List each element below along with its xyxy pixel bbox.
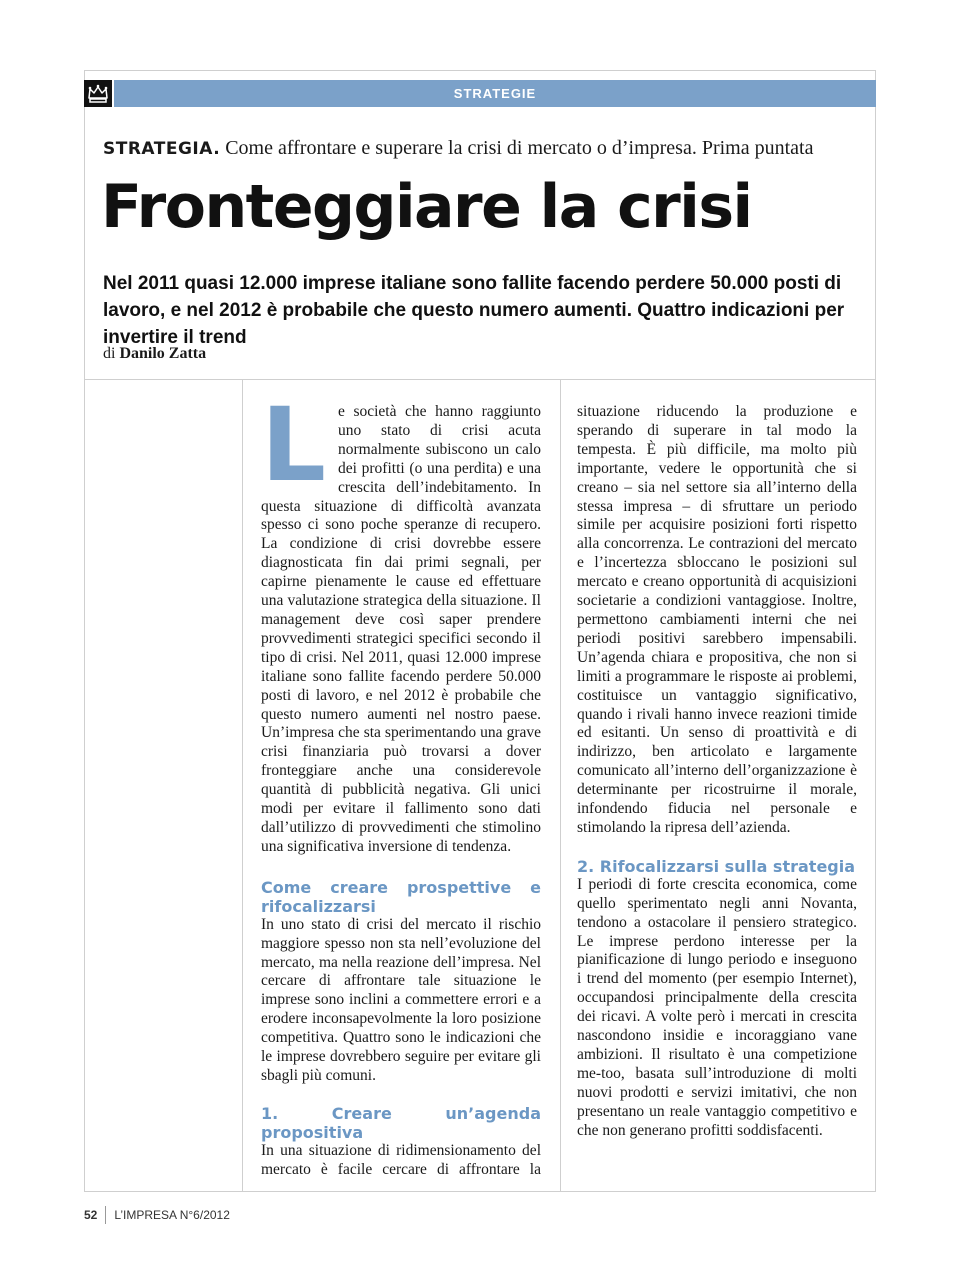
- header-divider: [84, 379, 876, 380]
- subheading: Come creare prospettive e rifocalizzarsi: [261, 877, 541, 916]
- subheading: 1. Creare un’agenda propositiva: [261, 1103, 541, 1142]
- paragraph-text: e società che hanno raggiunto uno stato di crisi acuta normalmente subiscono un calo dei profitti (o una perdita) e una crescita dell’indebitamento. In questa situazione di difficoltà avanzata spesso ci sono poche speranze di recupero. La condizione di crisi dovrebbe essere diagnosticata fin dai primi segnali, per capirne pienamente le cause ed effettuare una valutazione strategica della situazione. Il management deve così saper prendere provvedimenti strategici specifici secondo il tipo di crisi. Nel 2011, quasi 12.000 imprese italiane sono fallite facendo perdere 50.000 posti di lavoro, e nel 2012 è probabile che questo numero aumenti nel nostro paese. Un’impresa che sta sperimentando una grave crisi finanziaria può trovarsi a dover fronteggiare anche una considerevole quantità di pubblicità negativa. Gli unici modi per evitare il fallimento sono dati dall’utilizzo di provvedimenti che stimolino una significativa inversione di tendenza.: [261, 403, 541, 855]
- publication-issue: L’IMPRESA N°6/2012: [114, 1208, 230, 1222]
- column-rule-left: [242, 379, 243, 1192]
- article-column-1: [261, 386, 541, 1180]
- byline: [103, 345, 206, 363]
- footer-divider: [105, 1206, 106, 1224]
- article-paragraph: [261, 386, 541, 857]
- article-paragraph: In una situazione di ridimensionamento del mercato è facile cercare di affrontare la: [261, 1141, 541, 1178]
- byline-author: Danilo Zatta: [119, 345, 207, 362]
- page-number: 52: [84, 1208, 98, 1222]
- kicker: [103, 137, 863, 160]
- kicker-text: Come affrontare e superare la crisi di mercato o d’impresa. Prima puntata: [225, 137, 814, 159]
- kicker-label: STRATEGIA.: [103, 139, 221, 159]
- page-footer: [84, 1205, 230, 1225]
- article-column-2: [577, 403, 857, 1141]
- article-paragraph-continued: situazione riducendo la produzione e sperando di superare in tal modo la tempesta. È più difficile, ma molto più importante, vedere le opportunità che si creano – sia nel settore sia all’interno della stessa impresa – di sfruttare un periodo simile per acquisire posizioni forti rispetto alla concorrenza. Le contrazioni del mercato e l’incertezza sbloccano le posizioni sul mercato e creano opportunità di acquisizioni societarie a condizioni vantaggiose. Inoltre, permettono cambiamenti interni che nei periodi positivi sarebbero impensabili. Un’agenda chiara e propositiva, che non si limiti a programmare le risposte ai problemi, costituisce un vantaggio significativo, quando i rivali hanno invece reazioni timide ed esitanti. Un senso di proattività e di indirizzo, ben articolato e largamente comunicato all’interno dell’organizzazione è determinante per ricostruirne il morale, infondendo fiducia nel personale e stimolando la ripresa dell’azienda.: [577, 403, 857, 836]
- section-header: [84, 80, 876, 107]
- article-paragraph: I periodi di forte crescita economica, come quello sperimentato negli anni Novanta, tendono a ostacolare il pensiero strategico. Le imprese perdono interesse per la pianificazione di lungo periodo e inseguono i trend del momento (per esempio Internet), occupandosi principalmente della crescita dei ricavi. A volte però i mercati in crescita nascondono insidie e incoraggiano vane ambizioni. Il risultato è una competizione me-too, basata sull’introduzione di molti nuovi prodotti e servizi imitativi, che non presentano un reale vantaggio competitivo e che non generano profitti soddisfacenti.: [577, 875, 857, 1139]
- drop-cap: L: [261, 386, 326, 505]
- section-bar: [114, 80, 876, 107]
- section-label: STRATEGIE: [453, 86, 537, 101]
- section-logo: [84, 80, 112, 107]
- byline-prefix: di: [103, 345, 116, 362]
- column-rule-middle: [560, 379, 561, 1192]
- article-paragraph: In uno stato di crisi del mercato il rischio maggiore spesso non sta nell’evoluzione del mercato, ma nella reazione dell’impresa. Nel cercare di affrontare tale situazione le imprese sono inclini a commettere errori e a erodere inconsapevolmente la loro posizione competitiva. Quattro sono le indicazioni che le imprese dovrebbero seguire per evitare gli sbagli più comuni.: [261, 915, 541, 1084]
- crown-icon: [87, 84, 109, 104]
- page-title: Fronteggiare la crisi: [101, 172, 752, 242]
- subheading: 2. Rifocalizzarsi sulla strategia: [577, 856, 856, 876]
- lead-paragraph: Nel 2011 quasi 12.000 imprese italiane sono fallite facendo perdere 50.000 posti di lavoro, e nel 2012 è probabile che questo numero aumenti. Quattro indicazioni per invertire il trend: [103, 273, 845, 348]
